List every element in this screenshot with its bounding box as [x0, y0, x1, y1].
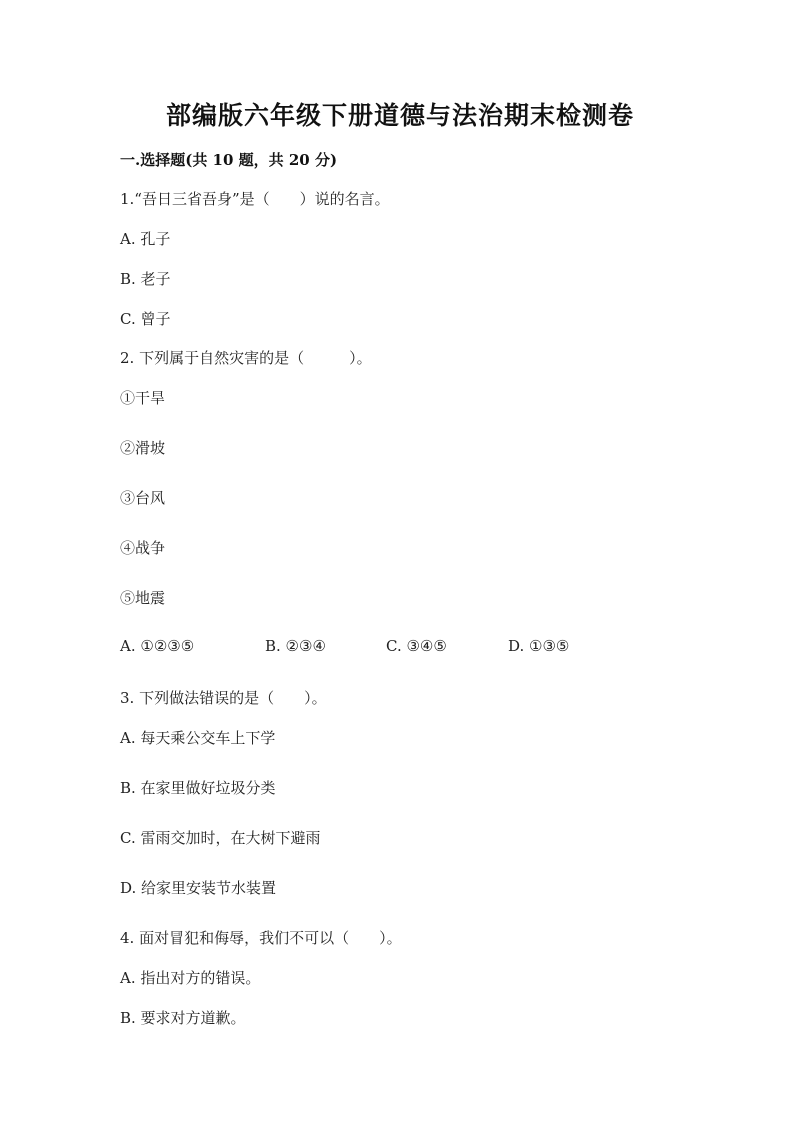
question-2-stem: 2. 下列属于自然灾害的是（ ）。: [120, 349, 372, 367]
question-3-option-c: C. 雷雨交加时，在大树下避雨: [120, 829, 321, 847]
question-1-option-b: B. 老子: [120, 270, 171, 288]
question-2-option-c: C. ③④⑤: [386, 637, 447, 655]
question-3-stem: 3. 下列做法错误的是（ ）。: [120, 689, 327, 707]
question-2-item-4: ④战争: [120, 539, 166, 557]
question-4-option-b: B. 要求对方道歉。: [120, 1009, 246, 1027]
question-2-option-b: B. ②③④: [265, 637, 326, 655]
question-4-stem: 4. 面对冒犯和侮辱，我们不可以（ ）。: [120, 929, 402, 947]
question-2-option-a: A. ①②③⑤: [120, 637, 195, 655]
question-3-option-a: A. 每天乘公交车上下学: [120, 729, 276, 747]
question-2-item-2: ②滑坡: [120, 439, 166, 457]
question-2-item-5: ⑤地震: [120, 589, 166, 607]
section-heading: 一.选择题(共 10 题，共 20 分): [120, 151, 338, 169]
question-1-option-a: A. 孔子: [120, 230, 171, 248]
question-3-option-b: B. 在家里做好垃圾分类: [120, 779, 276, 797]
question-1-stem: 1.“吾日三省吾身”是（ ）说的名言。: [120, 190, 390, 208]
question-2-item-3: ③台风: [120, 489, 166, 507]
question-1-option-c: C. 曾子: [120, 310, 171, 328]
question-2-option-d: D. ①③⑤: [508, 637, 570, 655]
page-title: 部编版六年级下册道德与法治期末检测卷: [165, 101, 634, 130]
question-3-option-d: D. 给家里安装节水装置: [120, 879, 277, 897]
question-2-item-1: ①干旱: [120, 389, 166, 407]
question-4-option-a: A. 指出对方的错误。: [120, 969, 261, 987]
